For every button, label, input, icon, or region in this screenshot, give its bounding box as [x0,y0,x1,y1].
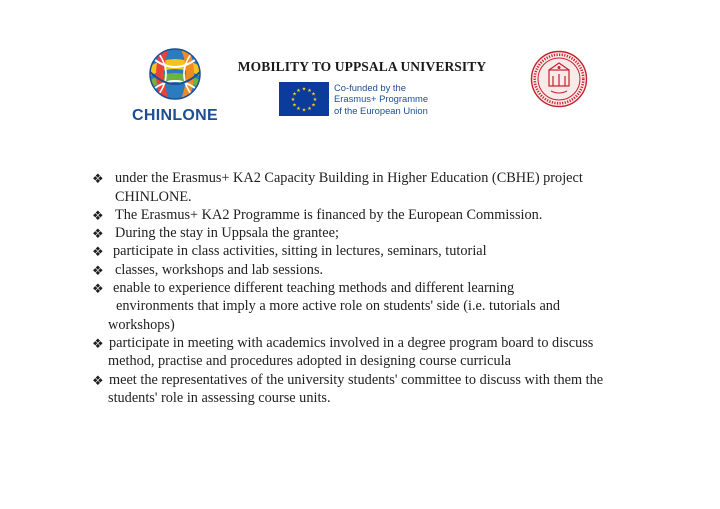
svg-text:★: ★ [292,91,297,98]
list-item-continuation: environments that imply a more active role on students' side (i.e. tutorials and [116,298,561,314]
svg-text:★: ★ [307,106,312,112]
list-item: The Erasmus+ KA2 Programme is financed by the European Commission. [115,207,543,223]
chinlone-logo-text: CHINLONE [132,107,218,124]
list-item-continuation: method, practise and procedures adopted in designing course curricula [108,353,511,369]
list-item-continuation: workshops) [108,317,175,333]
four-diamond-bullet-icon: ❖ [92,226,104,241]
uppsala-university-seal-icon [530,50,588,108]
svg-text:★: ★ [292,102,297,109]
list-item: under the Erasmus+ KA2 Capacity Building in Higher Education (CBHE) project [115,170,583,186]
eu-funding-line: Erasmus+ Programme [334,93,429,105]
list-item-continuation: CHINLONE. [115,189,192,205]
four-diamond-bullet-icon: ❖ [92,171,104,186]
svg-text:★: ★ [296,106,301,112]
page-title: MOBILITY TO UPPSALA UNIVERSITY [237,59,487,74]
svg-text:★: ★ [301,107,307,114]
svg-text:★: ★ [311,91,316,98]
svg-text:★: ★ [307,88,312,94]
four-diamond-bullet-icon: ❖ [92,336,104,351]
svg-text:★: ★ [290,97,296,103]
chinlone-ball-icon [147,46,203,106]
list-item: participate in class activities, sitting in lectures, seminars, tutorial [113,243,487,259]
eu-funding-badge [279,82,429,118]
svg-text:★: ★ [296,88,301,94]
four-diamond-bullet-icon: ❖ [92,244,104,259]
four-diamond-bullet-icon: ❖ [92,281,104,296]
list-item: enable to experience different teaching methods and different learning [113,280,515,296]
svg-text:★: ★ [312,97,318,103]
eu-funding-line: of the European Union [334,104,428,116]
svg-text:★: ★ [301,86,307,93]
list-item: classes, workshops and lab sessions. [115,262,324,278]
list-item-continuation: students' role in assessing course units. [108,390,331,406]
eu-funding-text [334,82,434,116]
eu-flag-icon [279,82,329,116]
eu-funding-line: Co-funded by the [334,82,406,93]
list-item: participate in meeting with academics involved in a degree program board to discuss [109,335,594,351]
chinlone-logo [130,46,220,126]
four-diamond-bullet-icon: ❖ [92,263,104,278]
four-diamond-bullet-icon: ❖ [92,373,104,388]
list-item: meet the representatives of the university students' committee to discuss with them the [109,372,604,388]
list-item: During the stay in Uppsala the grantee; [115,225,339,241]
svg-text:★: ★ [311,102,316,109]
four-diamond-bullet-icon: ❖ [92,208,104,223]
